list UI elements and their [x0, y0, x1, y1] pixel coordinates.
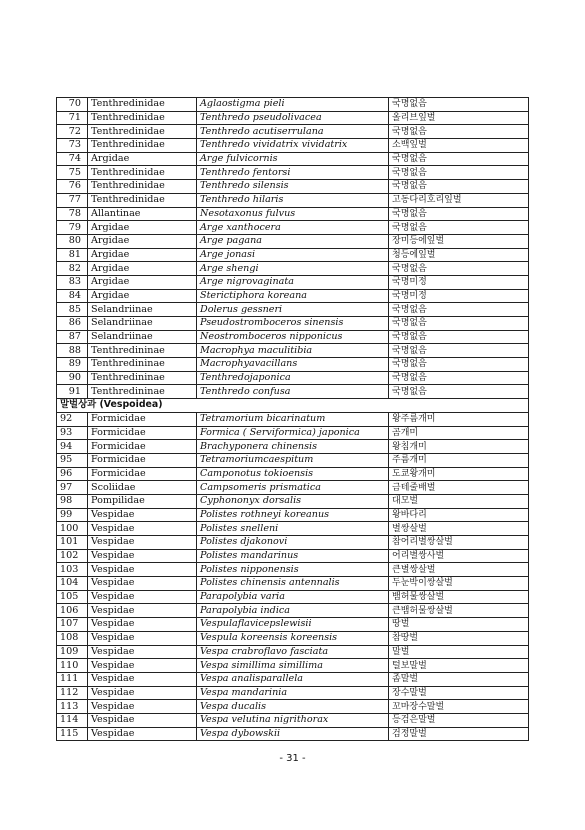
korean-name-cell: 왕바다리	[389, 508, 529, 522]
row-number: 79	[57, 221, 88, 235]
row-number: 83	[57, 275, 88, 289]
table-row	[57, 727, 529, 741]
species-cell: Neostromboceros nipponicus	[197, 330, 389, 344]
korean-name-cell: 국명없음	[389, 344, 529, 358]
korean-name-cell: 좀말벌	[389, 672, 529, 686]
korean-name-cell: 말벌	[389, 645, 529, 659]
row-number: 82	[57, 262, 88, 276]
row-number: 76	[57, 180, 88, 194]
species-cell: Macrophyavacillans	[197, 358, 389, 372]
family-cell: Vespidae	[88, 536, 197, 550]
table-row	[57, 412, 529, 426]
family-cell: Argidae	[88, 275, 197, 289]
row-number: 71	[57, 111, 88, 125]
row-number: 93	[57, 426, 88, 440]
table-row	[57, 234, 529, 248]
table-row	[57, 672, 529, 686]
table-row	[57, 180, 529, 194]
species-cell: Arge jonasi	[197, 248, 389, 262]
table-row	[57, 713, 529, 727]
species-cell: Tenthredo silensis	[197, 180, 389, 194]
table-row	[57, 631, 529, 645]
row-number: 109	[57, 645, 88, 659]
family-cell: Formicidae	[88, 440, 197, 454]
species-cell: Arge fulvicornis	[197, 152, 389, 166]
korean-name-cell: 대모벌	[389, 494, 529, 508]
row-number: 110	[57, 659, 88, 673]
family-cell: Vespidae	[88, 577, 197, 591]
row-number: 103	[57, 563, 88, 577]
row-number: 94	[57, 440, 88, 454]
family-cell: Vespidae	[88, 563, 197, 577]
species-cell: Arge pagana	[197, 234, 389, 248]
row-number: 101	[57, 536, 88, 550]
family-cell: Tenthredininae	[88, 358, 197, 372]
row-number: 85	[57, 303, 88, 317]
family-cell: Vespidae	[88, 631, 197, 645]
species-cell: Tenthredo vividatrix vividatrix	[197, 139, 389, 153]
table-row	[57, 193, 529, 207]
korean-name-cell: 고동다리호리잎벌	[389, 193, 529, 207]
korean-name-cell: 소백잎벌	[389, 139, 529, 153]
row-number: 84	[57, 289, 88, 303]
korean-name-cell: 왕침개미	[389, 440, 529, 454]
korean-name-cell: 국명없음	[389, 358, 529, 372]
row-number: 72	[57, 125, 88, 139]
species-cell: Polistes rothneyi koreanus	[197, 508, 389, 522]
table-row	[57, 481, 529, 495]
korean-name-cell: 국명없음	[389, 371, 529, 385]
korean-name-cell: 장미등에잎벌	[389, 234, 529, 248]
species-cell: Tenthredo fentorsi	[197, 166, 389, 180]
species-cell: Tenthredojaponica	[197, 371, 389, 385]
table-row	[57, 111, 529, 125]
korean-name-cell: 검정말벌	[389, 727, 529, 741]
korean-name-cell: 주름개미	[389, 453, 529, 467]
family-cell: Scoliidae	[88, 481, 197, 495]
row-number: 74	[57, 152, 88, 166]
table-row	[57, 590, 529, 604]
family-cell: Vespidae	[88, 659, 197, 673]
species-cell: Vespa ducalis	[197, 700, 389, 714]
row-number: 100	[57, 522, 88, 536]
row-number: 107	[57, 618, 88, 632]
korean-name-cell: 금테줄배벌	[389, 481, 529, 495]
korean-name-cell: 국명없음	[389, 262, 529, 276]
row-number: 108	[57, 631, 88, 645]
family-cell: Argidae	[88, 234, 197, 248]
species-cell: Cyphononyx dorsalis	[197, 494, 389, 508]
table-row	[57, 549, 529, 563]
korean-name-cell: 도쿄왕개미	[389, 467, 529, 481]
table-row	[57, 166, 529, 180]
row-number: 99	[57, 508, 88, 522]
species-cell: Vespa dybowskii	[197, 727, 389, 741]
species-cell: Tetramoriumcaespitum	[197, 453, 389, 467]
table-row	[57, 207, 529, 221]
row-number: 70	[57, 98, 88, 112]
table-row	[57, 426, 529, 440]
species-cell: Aglaostigma pieli	[197, 98, 389, 112]
row-number: 98	[57, 494, 88, 508]
species-cell: Arge nigrovaginata	[197, 275, 389, 289]
korean-name-cell: 어리별쌍사벌	[389, 549, 529, 563]
table-row	[57, 152, 529, 166]
species-cell: Brachyponera chinensis	[197, 440, 389, 454]
table-row	[57, 303, 529, 317]
korean-name-cell: 국명없음	[389, 125, 529, 139]
row-number: 105	[57, 590, 88, 604]
table-row	[57, 659, 529, 673]
species-cell: Vespula koreensis koreensis	[197, 631, 389, 645]
korean-name-cell: 별쌍살벌	[389, 522, 529, 536]
table-row	[57, 700, 529, 714]
species-cell: Macrophya maculitibia	[197, 344, 389, 358]
family-cell: Allantinae	[88, 207, 197, 221]
family-cell: Pompilidae	[88, 494, 197, 508]
row-number: 96	[57, 467, 88, 481]
row-number: 77	[57, 193, 88, 207]
species-cell: Polistes nipponensis	[197, 563, 389, 577]
korean-name-cell: 뱀허물쌍살벌	[389, 590, 529, 604]
species-cell: Vespa simillima simillima	[197, 659, 389, 673]
table-row	[57, 494, 529, 508]
family-cell: Argidae	[88, 262, 197, 276]
family-cell: Formicidae	[88, 426, 197, 440]
species-cell: Polistes mandarinus	[197, 549, 389, 563]
family-cell: Vespidae	[88, 618, 197, 632]
row-number: 111	[57, 672, 88, 686]
korean-name-cell: 국명없음	[389, 317, 529, 331]
korean-name-cell: 국명없음	[389, 98, 529, 112]
korean-name-cell: 왕주름개미	[389, 412, 529, 426]
korean-name-cell: 국명미정	[389, 275, 529, 289]
family-cell: Selandriinae	[88, 303, 197, 317]
korean-name-cell: 국명없음	[389, 152, 529, 166]
family-cell: Argidae	[88, 289, 197, 303]
species-cell: Sterictiphora koreana	[197, 289, 389, 303]
species-cell: Vespulaflavicepslewisii	[197, 618, 389, 632]
table-row	[57, 248, 529, 262]
page-number: - 31 -	[279, 753, 306, 764]
species-cell: Vespa crabroflavo fasciata	[197, 645, 389, 659]
korean-name-cell: 국명없음	[389, 303, 529, 317]
table-row	[57, 522, 529, 536]
family-cell: Tenthredinidae	[88, 125, 197, 139]
row-number: 78	[57, 207, 88, 221]
family-cell: Vespidae	[88, 590, 197, 604]
family-cell: Tenthredinidae	[88, 139, 197, 153]
table-row	[57, 344, 529, 358]
family-cell: Argidae	[88, 221, 197, 235]
row-number: 86	[57, 317, 88, 331]
korean-name-cell: 국명없음	[389, 207, 529, 221]
family-cell: Tenthredininae	[88, 371, 197, 385]
species-cell: Pseudostromboceros sinensis	[197, 317, 389, 331]
row-number: 81	[57, 248, 88, 262]
family-cell: Formicidae	[88, 467, 197, 481]
family-cell: Vespidae	[88, 604, 197, 618]
korean-name-cell: 올리브잎벌	[389, 111, 529, 125]
table-row	[57, 604, 529, 618]
korean-name-cell: 두눈박이쌍살벌	[389, 577, 529, 591]
table-row	[57, 536, 529, 550]
species-cell: Polistes chinensis antennalis	[197, 577, 389, 591]
section-header-row	[57, 399, 529, 413]
family-cell: Tenthredinidae	[88, 193, 197, 207]
row-number: 90	[57, 371, 88, 385]
family-cell: Selandriinae	[88, 330, 197, 344]
species-cell: Formica ( Serviformica) japonica	[197, 426, 389, 440]
family-cell: Vespidae	[88, 522, 197, 536]
korean-name-cell: 꼬마장수말벌	[389, 700, 529, 714]
table-row	[57, 371, 529, 385]
row-number: 88	[57, 344, 88, 358]
table-row	[57, 467, 529, 481]
table-row	[57, 508, 529, 522]
family-cell: Tenthredinidae	[88, 98, 197, 112]
korean-name-cell: 큰별쌍살벌	[389, 563, 529, 577]
species-cell: Tenthredo acutiserrulana	[197, 125, 389, 139]
table-row	[57, 262, 529, 276]
korean-name-cell: 곰개미	[389, 426, 529, 440]
species-cell: Arge xanthocera	[197, 221, 389, 235]
species-cell: Dolerus gessneri	[197, 303, 389, 317]
family-cell: Formicidae	[88, 453, 197, 467]
korean-name-cell: 국명미정	[389, 289, 529, 303]
species-cell: Parapolybia varia	[197, 590, 389, 604]
row-number: 112	[57, 686, 88, 700]
species-cell: Parapolybia indica	[197, 604, 389, 618]
korean-name-cell: 국명없음	[389, 221, 529, 235]
table-row	[57, 440, 529, 454]
table-row	[57, 139, 529, 153]
table-row	[57, 385, 529, 399]
table-row	[57, 275, 529, 289]
family-cell: Tenthredininae	[88, 344, 197, 358]
family-cell: Vespidae	[88, 727, 197, 741]
species-cell: Nesotaxonus fulvus	[197, 207, 389, 221]
family-cell: Tenthredinidae	[88, 111, 197, 125]
korean-name-cell: 참어리별쌍살벌	[389, 536, 529, 550]
table-row	[57, 563, 529, 577]
table-row	[57, 125, 529, 139]
row-number: 97	[57, 481, 88, 495]
species-cell: Tenthredo confusa	[197, 385, 389, 399]
family-cell: Argidae	[88, 248, 197, 262]
table-row	[57, 645, 529, 659]
korean-name-cell: 참땅벌	[389, 631, 529, 645]
row-number: 89	[57, 358, 88, 372]
species-cell: Tetramorium bicarinatum	[197, 412, 389, 426]
table-row	[57, 317, 529, 331]
table-row	[57, 289, 529, 303]
table-row	[57, 98, 529, 112]
row-number: 92	[57, 412, 88, 426]
family-cell: Vespidae	[88, 700, 197, 714]
species-cell: Polistes snelleni	[197, 522, 389, 536]
table-row	[57, 618, 529, 632]
family-cell: Vespidae	[88, 508, 197, 522]
row-number: 95	[57, 453, 88, 467]
species-cell: Polistes djakonovi	[197, 536, 389, 550]
row-number: 80	[57, 234, 88, 248]
species-cell: Tenthredo pseudolivacea	[197, 111, 389, 125]
family-cell: Formicidae	[88, 412, 197, 426]
table-row	[57, 577, 529, 591]
korean-name-cell: 국명없음	[389, 330, 529, 344]
row-number: 104	[57, 577, 88, 591]
korean-name-cell: 등검은말벌	[389, 713, 529, 727]
species-cell: Vespa velutina nigrithorax	[197, 713, 389, 727]
species-cell: Vespa analisparallela	[197, 672, 389, 686]
family-cell: Vespidae	[88, 645, 197, 659]
row-number: 87	[57, 330, 88, 344]
row-number: 114	[57, 713, 88, 727]
family-cell: Argidae	[88, 152, 197, 166]
korean-name-cell: 큰뱀허물쌍살벌	[389, 604, 529, 618]
korean-name-cell: 땅벌	[389, 618, 529, 632]
korean-name-cell: 국명없음	[389, 385, 529, 399]
table-row	[57, 221, 529, 235]
table-row	[57, 330, 529, 344]
row-number: 75	[57, 166, 88, 180]
species-cell: Campsomeris prismatica	[197, 481, 389, 495]
table-row	[57, 453, 529, 467]
row-number: 91	[57, 385, 88, 399]
korean-name-cell: 국명없음	[389, 166, 529, 180]
species-cell: Vespa mandarinia	[197, 686, 389, 700]
korean-name-cell: 국명없음	[389, 180, 529, 194]
korean-name-cell: 장수말벌	[389, 686, 529, 700]
species-cell: Arge shengi	[197, 262, 389, 276]
species-table	[56, 97, 529, 741]
table-row	[57, 686, 529, 700]
species-cell: Camponotus tokioensis	[197, 467, 389, 481]
family-cell: Vespidae	[88, 549, 197, 563]
row-number: 115	[57, 727, 88, 741]
family-cell: Vespidae	[88, 713, 197, 727]
section-header: 말벌상과 (Vespoidea)	[57, 399, 529, 413]
row-number: 113	[57, 700, 88, 714]
row-number: 73	[57, 139, 88, 153]
family-cell: Tenthredinidae	[88, 166, 197, 180]
row-number: 106	[57, 604, 88, 618]
family-cell: Vespidae	[88, 686, 197, 700]
species-cell: Tenthredo hilaris	[197, 193, 389, 207]
korean-name-cell: 털보말벌	[389, 659, 529, 673]
table-row	[57, 358, 529, 372]
row-number: 102	[57, 549, 88, 563]
family-cell: Vespidae	[88, 672, 197, 686]
family-cell: Tenthredinidae	[88, 180, 197, 194]
korean-name-cell: 청등에잎벌	[389, 248, 529, 262]
family-cell: Selandriinae	[88, 317, 197, 331]
family-cell: Tenthredininae	[88, 385, 197, 399]
